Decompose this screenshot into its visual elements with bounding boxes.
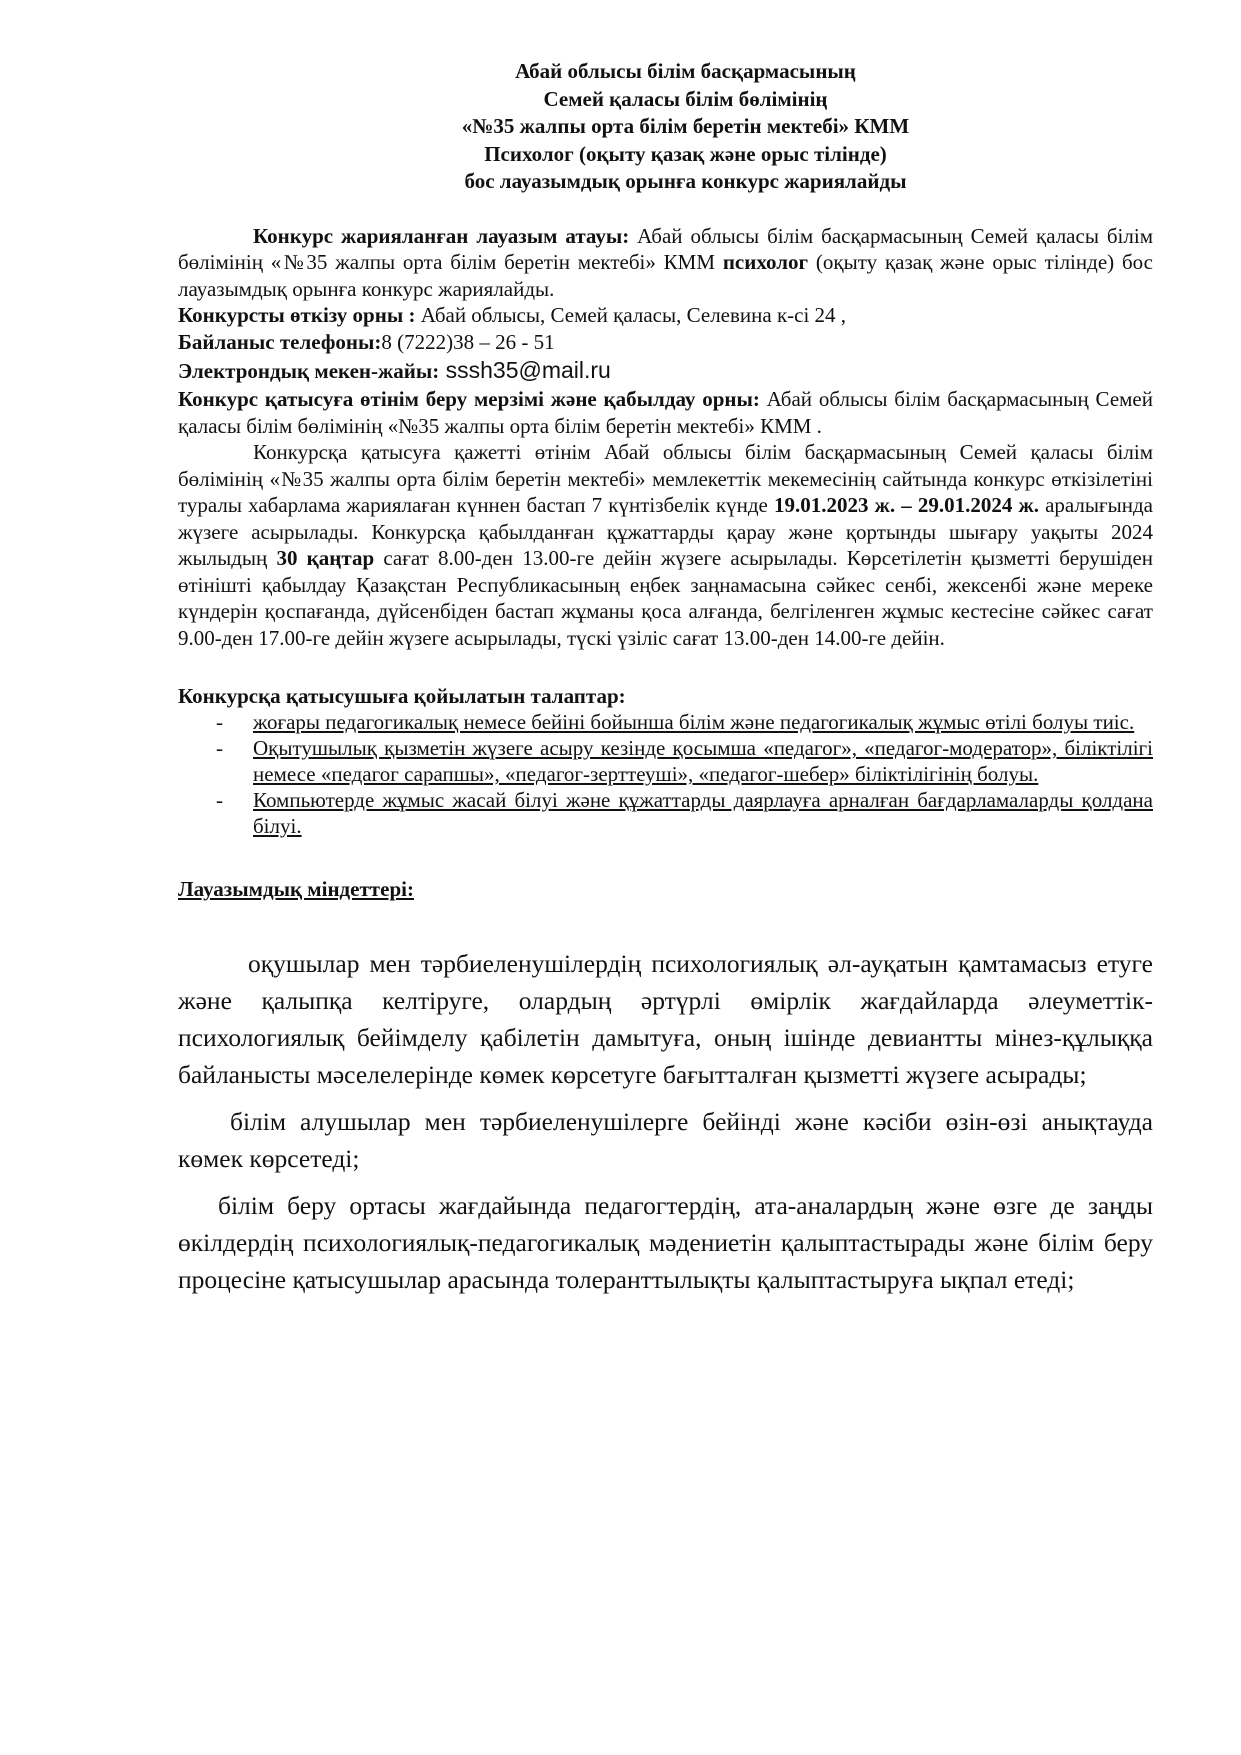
application-text-1: Конкурсқа қатысуға қажетті өтінім Абай облысы білім басқармасының Семей қаласы білім бөлімінің «№35 жалпы орта білім беретін мектебі» мемлекеттік мекемесінің сайтында конкурс өткізілетіні туралы хабарлама жариялаған күннен бастап 7 күнтізбелік күнде	[178, 440, 1153, 517]
application-text-3: сағат 8.00-ден 13.00-ге дейін жүзеге асырылады. Көрсетілетін қызметті берушіден өтінішті қабылдау Қазақстан Республикасының еңбек заңнамасына сәйкес сенбі, жексенбі және мереке күндерін қоспағанда, дүйсенбіден бастап жұманы қоса алғанда, белгіленген жұмыс кестесіне сәйкес сағат 9.00-ден 17.00-ге дейін жүзеге асырылады, түскі үзіліс сағат 13.00-ден 14.00-ге дейін.	[178, 546, 1154, 650]
duties-title: Лауазымдық міндеттері:	[178, 877, 414, 901]
header-line-3: «№35 жалпы орта білім беретін мектебі» КММ	[461, 114, 910, 138]
requirement-item	[178, 787, 1153, 839]
document-header	[218, 58, 1153, 196]
header-line-5: бос лауазымдық орынға конкурс жариялайды	[464, 169, 907, 193]
email-value: sssh35@mail.ru	[439, 357, 611, 383]
phone-label: Байланыс телефоны:	[178, 329, 382, 354]
application-date-3: 30 қаңтар	[276, 546, 375, 570]
duty-paragraph: білім беру ортасы жағдайында педагогтердің, ата-аналардың және өзге де заңды өкілдердің психологиялық-педагогикалық мәдениетін қалыптастырады және білім беру процесіне қатысушылар арасында толеранттылықты қалыптастыруға ықпал етеді;	[178, 1191, 1153, 1294]
application-dash: –	[895, 493, 918, 517]
position-bold-word: психолог	[722, 250, 809, 274]
venue-value: Абай облысы, Семей қаласы, Селевина к-сі 24 ,	[415, 303, 847, 327]
email-line	[178, 355, 1153, 386]
header-line-4: Психолог (оқыту қазақ және орыс тілінде)	[484, 141, 887, 166]
email-label: Электрондық мекен-жайы:	[178, 359, 440, 383]
application-date-2: 29.01.2024 ж.	[917, 493, 1039, 517]
bullet-dash: -	[216, 710, 223, 734]
deadline-paragraph	[178, 386, 1153, 439]
application-text-2: аралығында жүзеге асырылады. Конкурсқа қабылданған құжаттарды қарау және қортынды шығару уақыты 2024 жылыдың	[178, 493, 1153, 570]
requirement-text: Оқытушылық қызметін жүзеге асыру кезінде қосымша «педагог», «педагог-модератор», біліктілігі немесе «педагог сарапшы», «педагог-зерттеуші», «педагог-шебер» біліктілігінің болуы.	[253, 736, 1153, 786]
position-text-a: Абай облысы білім басқармасының Семей қаласы білім бөлімінің «№35 жалпы орта білім беретін мектебі» КММ	[178, 223, 1153, 274]
venue-label: Конкурсты өткізу орны :	[178, 303, 416, 327]
application-date-1: 19.01.2023 ж.	[773, 493, 896, 517]
phone-value: 8 (7222)38 – 26 - 51	[381, 329, 555, 354]
bullet-dash: -	[216, 788, 223, 812]
requirement-item	[178, 709, 1153, 735]
bullet-dash: -	[216, 736, 223, 760]
header-line-2: Семей қаласы білім бөлімінің	[543, 86, 828, 111]
deadline-value: Абай облысы білім басқармасының Семей қаласы білім бөлімінің «№35 жалпы орта білім беретін мектебі» КММ .	[178, 387, 1153, 438]
deadline-label: Конкурс қатысуға өтінім беру мерзімі және қабылдау орны:	[178, 387, 760, 411]
phone-line	[178, 329, 1153, 356]
position-label: Конкурс жарияланған лауазым атауы:	[253, 223, 630, 248]
requirements-title: Конкурсқа қатысушыға қойылатын талаптар:	[178, 684, 626, 708]
application-paragraph	[178, 439, 1153, 651]
duty-paragraph: оқушылар мен тәрбиеленушілердің психологиялық әл-ауқатын қамтамасыз етуге және қалыпқа келтіруге, олардың әртүрлі өмірлік жағдайларда әлеуметтік-психологиялық бейімделу қабілетін дамытуға, оның ішінде девиантты мінез-құлыққа байланысты мәселелерінде көмек көрсетуге бағытталған қызметті жүзеге асырады;	[178, 949, 1153, 1089]
venue-line	[178, 302, 1153, 329]
document-page	[178, 58, 1153, 1298]
header-line-1: Абай облысы білім басқармасының	[515, 59, 856, 83]
requirement-item	[178, 735, 1153, 787]
requirement-text: Компьютерде жұмыс жасай білуі және құжаттарды даярлауға арналған бағдарламаларды қолдана білуі.	[253, 788, 1153, 838]
position-paragraph	[178, 223, 1153, 303]
duty-paragraph: білім алушылар мен тәрбиеленушілерге бейінді және кәсіби өзін-өзі анықтауда көмек көрсетеді;	[178, 1107, 1153, 1173]
requirement-text: жоғары педагогикалық немесе бейіні бойынша білім және педагогикалық жұмыс өтілі болуы тиіс.	[253, 710, 1135, 734]
position-text-b: (оқыту қазақ және орыс тілінде) бос лауазымдық орынға конкурс жариялайды.	[178, 250, 1153, 301]
